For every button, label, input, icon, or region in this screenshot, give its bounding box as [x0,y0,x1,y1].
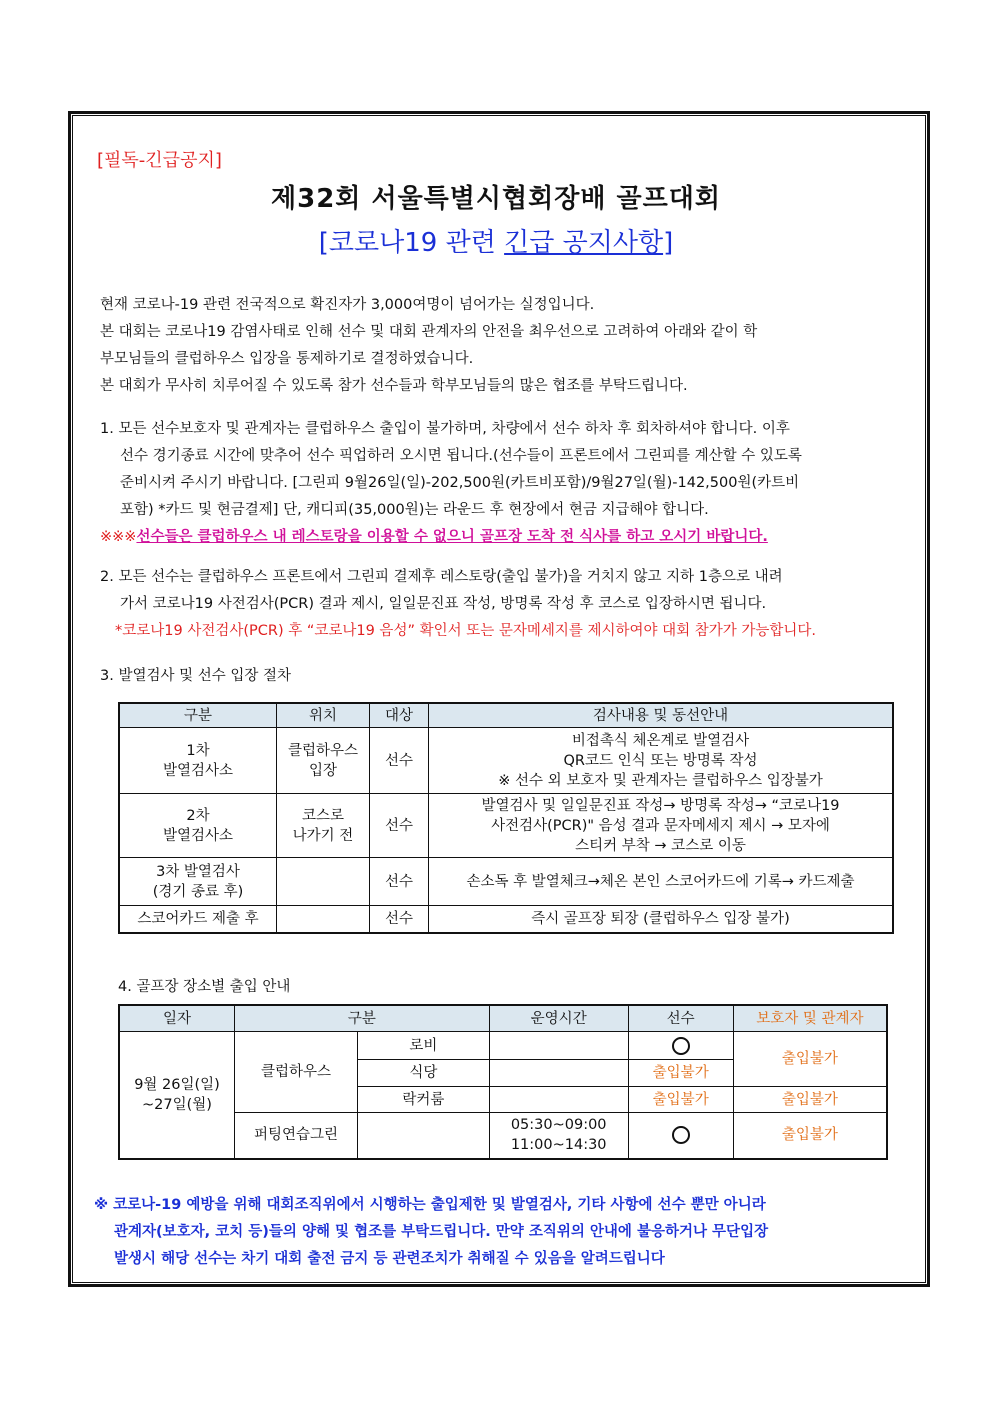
col-header: 대상 [370,703,429,728]
table-cell [277,906,370,933]
cell-line: 2차 [186,807,210,824]
subtitle-suffix: ] [663,228,674,258]
cell-line: 스티커 부착 → 코스로 이동 [575,837,746,854]
cell-line: ※ 선수 외 보호자 및 관계자는 클럽하우스 입장불가 [498,772,823,789]
item-2 [100,564,900,645]
hours-cell [489,1087,628,1113]
item4-heading: 4. 골프장 장소별 출입 안내 [118,979,291,995]
notice-tag: [필독-긴급공지] [97,150,222,171]
intro-line: 부모님들의 클럽하우스 입장을 통제하기로 결정하였습니다. [100,351,474,367]
col-header: 선수 [628,1005,733,1032]
col-header: 운영시간 [489,1005,628,1032]
cell-line: 05:30~09:00 [510,1117,607,1134]
item2-warning: *코로나19 사전검사(PCR) 후 “코로나19 음성” 확인서 또는 문자메세지를 제시하여야 대회 참가가 가능합니다. [115,623,817,639]
cell-line: 3차 발열검사 [156,863,240,880]
intro-line: 본 대회는 코로나19 감염사태로 인해 선수 및 대회 관계자의 안전을 최우선으로 고려하여 아래와 같이 학 [100,324,758,340]
putting-cell: 퍼팅연습그린 [235,1113,358,1159]
table-cell: 선수 [370,858,429,906]
col-header: 위치 [277,703,370,728]
table-cell [277,858,370,906]
player-cell: 출입불가 [628,1087,733,1113]
empty-cell [358,1113,490,1159]
table-row [119,858,893,906]
allowed-circle-icon [672,1037,690,1055]
guardian-cell: 출입불가 [733,1113,887,1159]
item3-heading: 3. 발열검사 및 선수 입장 절차 [100,668,291,684]
table-cell [119,794,277,858]
cell-line: 사전검사(PCR)" 음성 결과 문자메세지 제시 → 모자에 [491,817,830,834]
col-header: 검사내용 및 동선안내 [429,703,894,728]
col-header: 일자 [119,1005,235,1032]
cell-line: 나가기 전 [292,827,354,844]
item1-line: 준비시켜 주시기 바랍니다. [그린피 9월26일(일)-202,500원(카트비포함)/9월27일(월)-142,500원(카트비 [120,475,800,491]
subtitle-underlined: 긴급 공지사항 [504,228,664,258]
hours-cell [489,1113,628,1159]
table-cell: 선수 [370,906,429,933]
intro-paragraph [100,292,900,400]
table-cell: 스코어카드 제출 후 [119,906,277,933]
cell-line: 입장 [308,762,337,779]
footer-notice [94,1192,904,1273]
cell-line: 클럽하우스 [287,742,359,759]
table-row [119,1113,887,1159]
date-cell [119,1032,235,1159]
player-cell: 출입불가 [628,1060,733,1087]
cell-line: (경기 종료 후) [152,883,244,900]
warning-marks: ※※※ [100,529,137,545]
table-cell [277,728,370,794]
item1-line: 선수 경기종료 시간에 맞추어 선수 픽업하러 오시면 됩니다.(선수들이 프론트에서 그린피를 계산할 수 있도록 [120,448,802,464]
table-header-row [119,703,893,728]
item1-line: 포함) *카드 및 현금결제] 단, 캐디피(35,000원)는 라운드 후 현장에서 현금 지급해야 합니다. [120,502,709,518]
table-cell: 선수 [370,728,429,794]
cell-line: ~27일(월) [142,1096,212,1113]
col-header: 구분 [119,703,277,728]
cell-line: QR코드 인식 또는 방명록 작성 [563,752,758,769]
table-cell [277,794,370,858]
cell-line: 발열검사 및 일일문진표 작성→ 방명록 작성→ “코로나19 [481,797,840,814]
cell-line: 발열검사소 [162,827,234,844]
table-cell: 즉시 골프장 퇴장 (클럽하우스 입장 불가) [429,906,894,933]
access-table [118,1004,888,1160]
subtitle-prefix: [코로나19 관련 [318,228,505,258]
col-header: 보호자 및 관계자 [733,1005,887,1032]
cell-line: 비접촉식 체온계로 발열검사 [571,732,750,749]
footer-line: ※ 코로나-19 예방을 위해 대회조직위에서 시행하는 출입제한 및 발열검사, 기타 사항에 선수 뿐만 아니라 [94,1197,766,1213]
col-header: 구분 [235,1005,490,1032]
cell-line: 11:00~14:30 [510,1137,607,1154]
cell-line: 9월 26일(일) [134,1076,220,1093]
table-row [119,794,893,858]
player-cell [628,1113,733,1159]
table-cell [119,858,277,906]
table-cell: 선수 [370,794,429,858]
item-1 [100,416,900,551]
table-row [119,906,893,933]
warning-text: 선수들은 클럽하우스 내 레스토랑을 이용할 수 없으니 골프장 도착 전 식사를 하고 오시기 바랍니다. [136,529,768,545]
cell-line: 1차 [186,742,210,759]
lobby-cell: 로비 [358,1032,490,1060]
table-row [119,1032,887,1060]
intro-line: 본 대회가 무사히 치루어질 수 있도록 참가 선수들과 학부모님들의 많은 협조를 부탁드립니다. [100,378,688,394]
footer-line: 발생시 해당 선수는 차기 대회 출전 금지 등 관련조치가 취해질 수 있음을 알려드립니다 [114,1251,665,1267]
table-header-row [119,1005,887,1032]
intro-line: 현재 코로나-19 관련 전국적으로 확진자가 3,000여명이 넘어가는 실정입니다. [100,297,595,313]
cell-line: 발열검사소 [162,762,234,779]
footer-line: 관계자(보호자, 코치 등)들의 양해 및 협조를 부탁드립니다. 만약 조직위의 안내에 불응하거나 무단입장 [114,1224,769,1240]
hours-cell [489,1060,628,1087]
table-cell [119,728,277,794]
locker-cell: 락커룸 [358,1087,490,1113]
item2-line: 가서 코로나19 사전검사(PCR) 결과 제시, 일일문진표 작성, 방명록 작성 후 코스로 입장하시면 됩니다. [120,596,767,612]
allowed-circle-icon [672,1126,690,1144]
item2-line: 2. 모든 선수는 클럽하우스 프론트에서 그린피 결제후 레스토랑(출입 불가)을 거치지 않고 지하 1층으로 내려 [100,569,783,585]
player-cell [628,1032,733,1060]
clubhouse-cell: 클럽하우스 [235,1032,358,1113]
page-title: 제32회 서울특별시협회장배 골프대회 [270,184,722,214]
page-subtitle [0,222,992,259]
item1-warning [100,524,900,551]
restaurant-cell: 식당 [358,1060,490,1087]
guardian-cell: 출입불가 [733,1087,887,1113]
cell-line: 코스로 [301,807,345,824]
hours-cell [489,1032,628,1060]
table-cell [429,728,894,794]
screening-table [118,702,894,934]
table-row [119,728,893,794]
table-cell: 손소독 후 발열체크→체온 본인 스코어카드에 기록→ 카드제출 [429,858,894,906]
table-cell [429,794,894,858]
guardian-cell: 출입불가 [733,1032,887,1087]
item1-line: 1. 모든 선수보호자 및 관계자는 클럽하우스 출입이 불가하며, 차량에서 선수 하차 후 회차하셔야 합니다. 이후 [100,421,790,437]
